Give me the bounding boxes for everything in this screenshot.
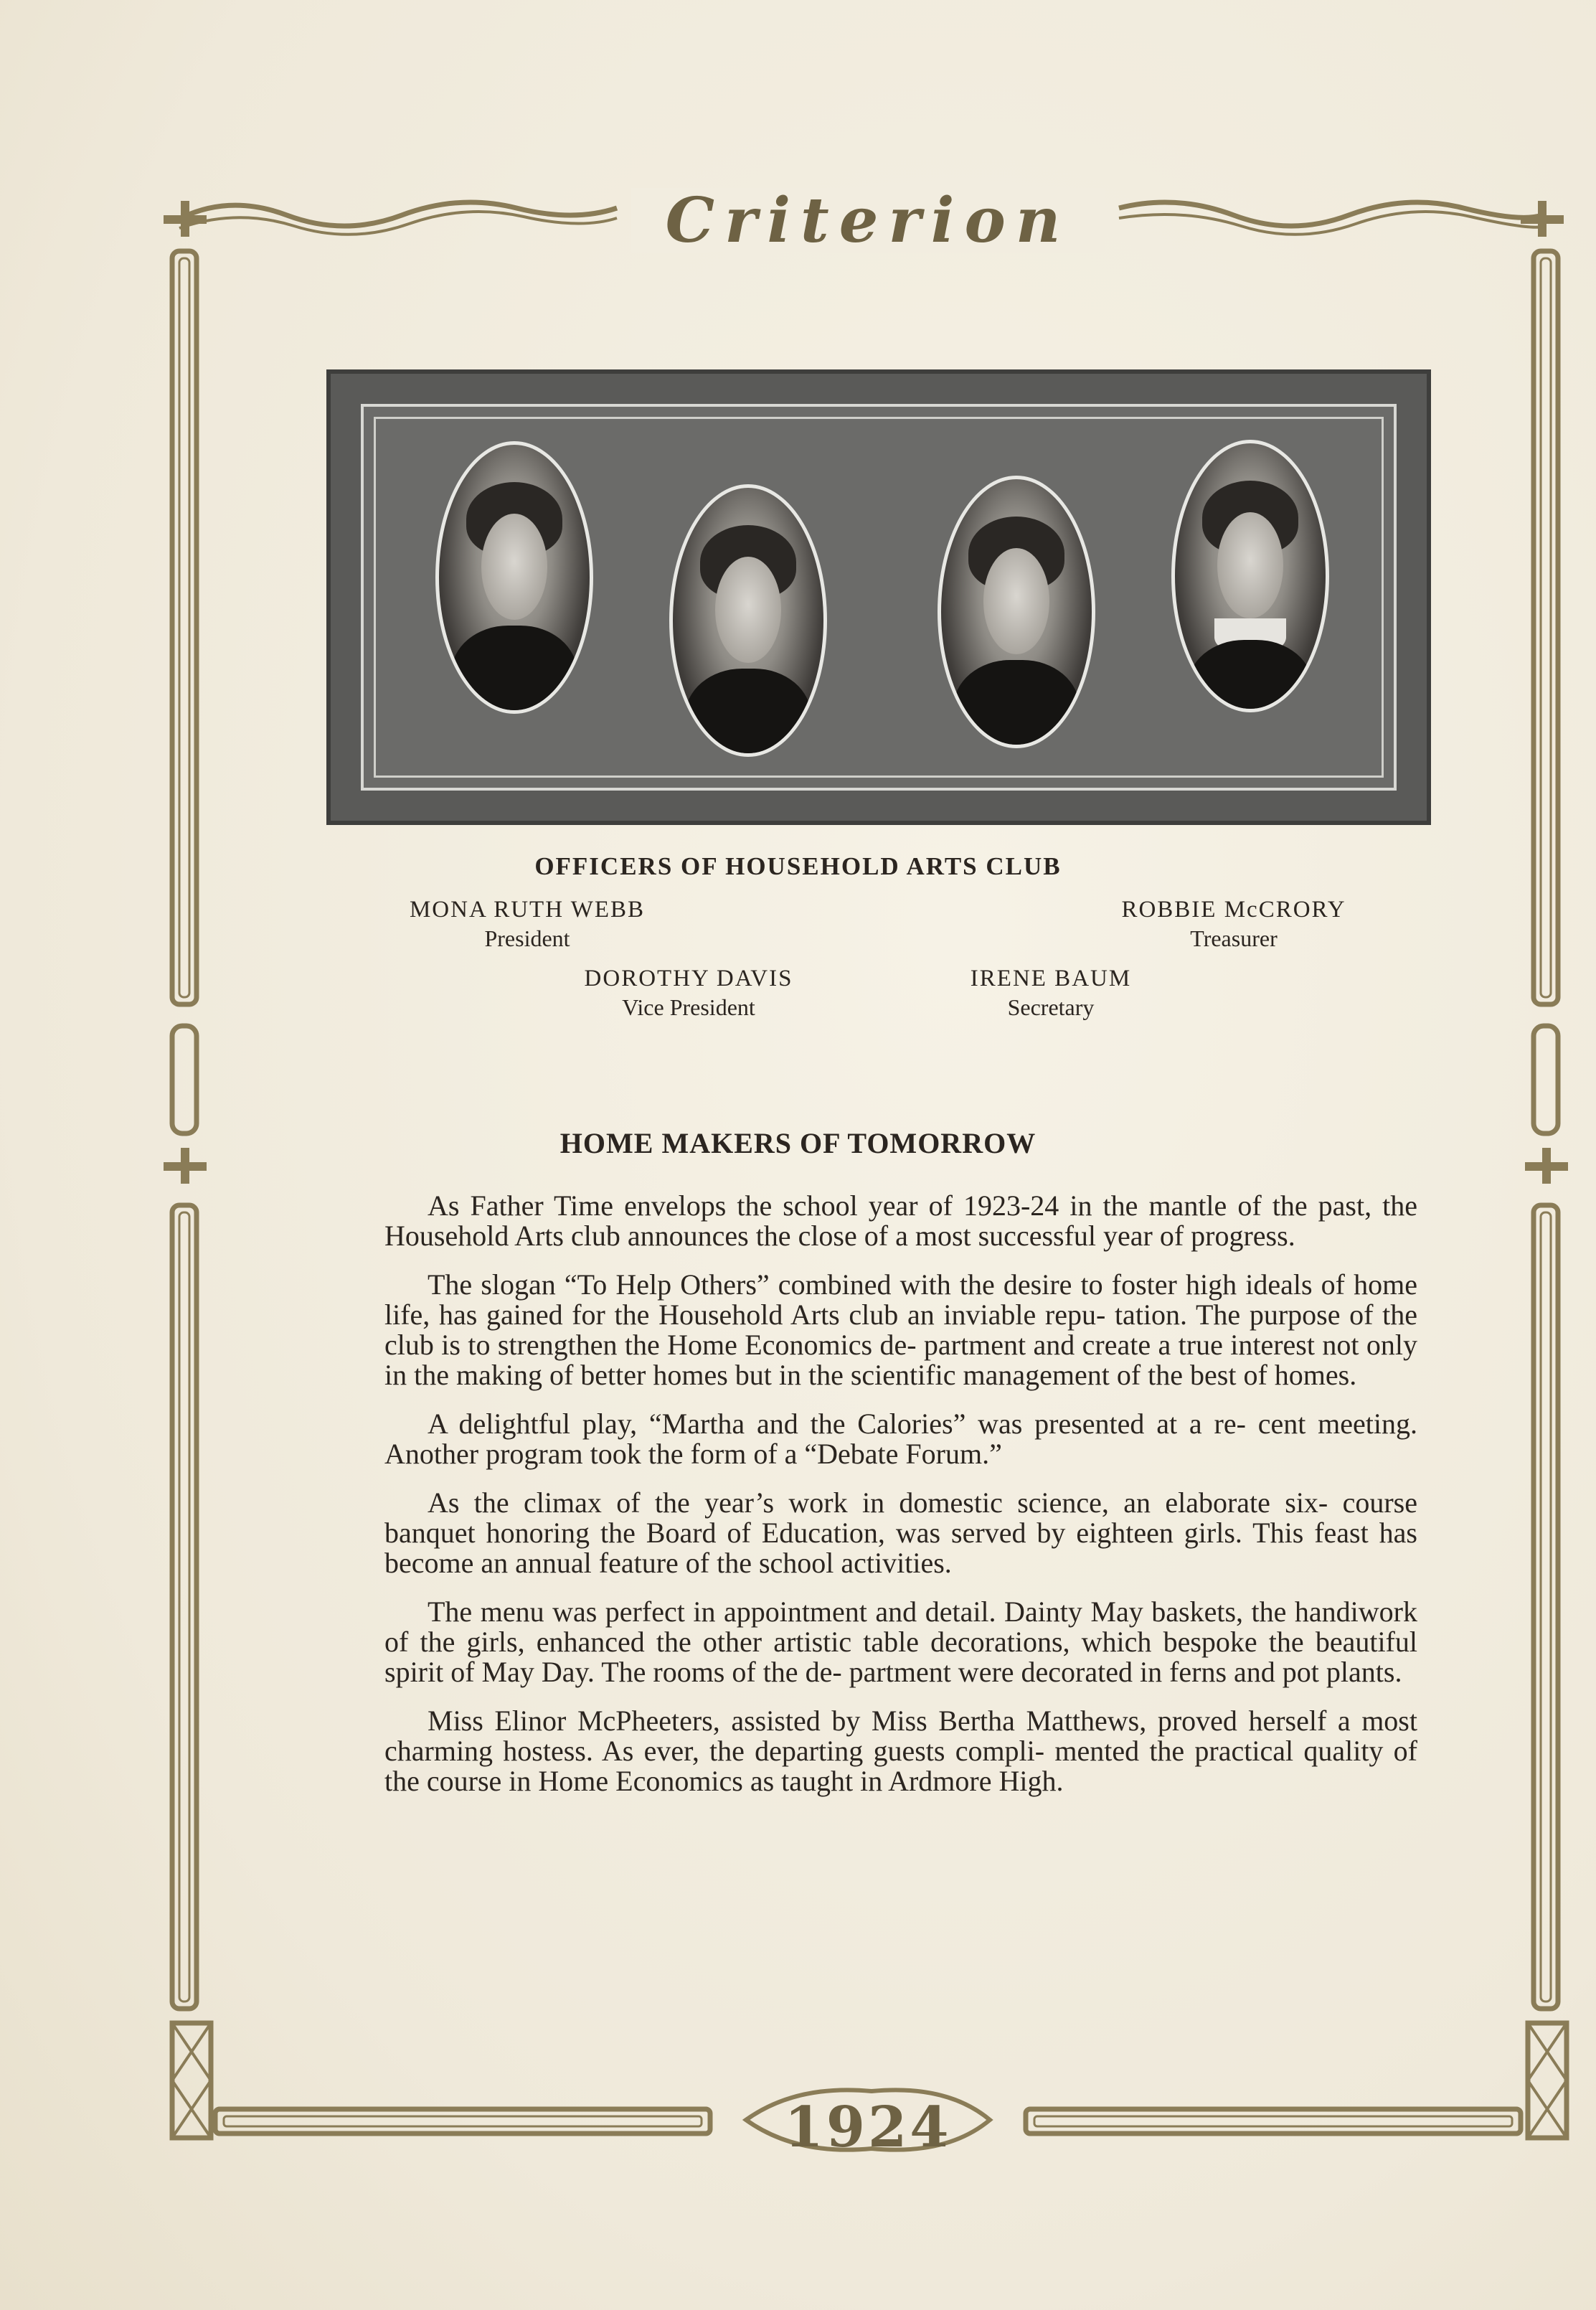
article-paragraph: A delightful play, “Martha and the Calories” was presented at a re- cent meeting. Another program took the form of a “Debate Forum.” [384, 1408, 1417, 1470]
masthead-title: Criterion [665, 184, 1071, 257]
officer-name: DOROTHY DAVIS [584, 966, 793, 991]
officers-photo-panel [326, 369, 1431, 825]
article-paragraph: The menu was perfect in appointment and detail. Dainty May baskets, the handiwork of the girls, enhanced the other artistic table decorations, which bespoke the beautiful spirit of May Day. The rooms of the de- partment were decorated in ferns and pot plants. [384, 1595, 1417, 1688]
officer-role: President [484, 925, 570, 951]
officer-president [373, 895, 681, 953]
portrait-photo-1 [435, 441, 593, 714]
officer-name: IRENE BAUM [970, 966, 1132, 991]
article-paragraph: As the climax of the year’s work in domestic science, an elaborate six- course banquet honoring the Board of Education, was served by eighteen girls. This feast has become an annual feature of the school activities. [384, 1486, 1417, 1579]
officer-name: MONA RUTH WEBB [409, 897, 646, 923]
officer-name: ROBBIE McCRORY [1121, 897, 1346, 923]
officer-role: Secretary [1007, 994, 1095, 1020]
portrait-photo-3 [938, 476, 1095, 748]
article-paragraph: Miss Elinor McPheeters, assisted by Miss Bertha Matthews, proved herself a most charming hostess. As ever, the departing guests compli- mented the practical quality of the course in Home Economics as taught in Ardmore High. [384, 1705, 1417, 1797]
officer-treasurer [1090, 895, 1377, 953]
officer-secretary [932, 964, 1169, 1022]
portrait-photo-2 [669, 484, 827, 757]
article-paragraph: The slogan “To Help Others” combined with the desire to foster high ideals of home life, has gained for the Household Arts club an inviable repu- tation. The purpose of the club is to strengthen the Home Economics de- partment and create a true interest not only in the making of better homes but in the scientific management of the best of homes. [384, 1268, 1417, 1391]
masthead [631, 184, 1105, 257]
year-label: 1924 [784, 2094, 952, 2160]
article-body [384, 1191, 1417, 1815]
officer-role: Vice President [622, 994, 755, 1020]
portrait-photo-4 [1171, 440, 1329, 712]
officer-role: Treasurer [1190, 925, 1278, 951]
article-heading: HOME MAKERS OF TOMORROW [559, 1127, 1037, 1159]
article-paragraph: As Father Time envelops the school year of 1923-24 in the mantle of the past, the Household Arts club announces the close of a most successful year of progress. [384, 1189, 1417, 1252]
year-cartouche [724, 2088, 1011, 2167]
officer-vice-president [552, 964, 825, 1022]
officers-caption-title: OFFICERS OF HOUSEHOLD ARTS CLUB [534, 852, 1062, 880]
